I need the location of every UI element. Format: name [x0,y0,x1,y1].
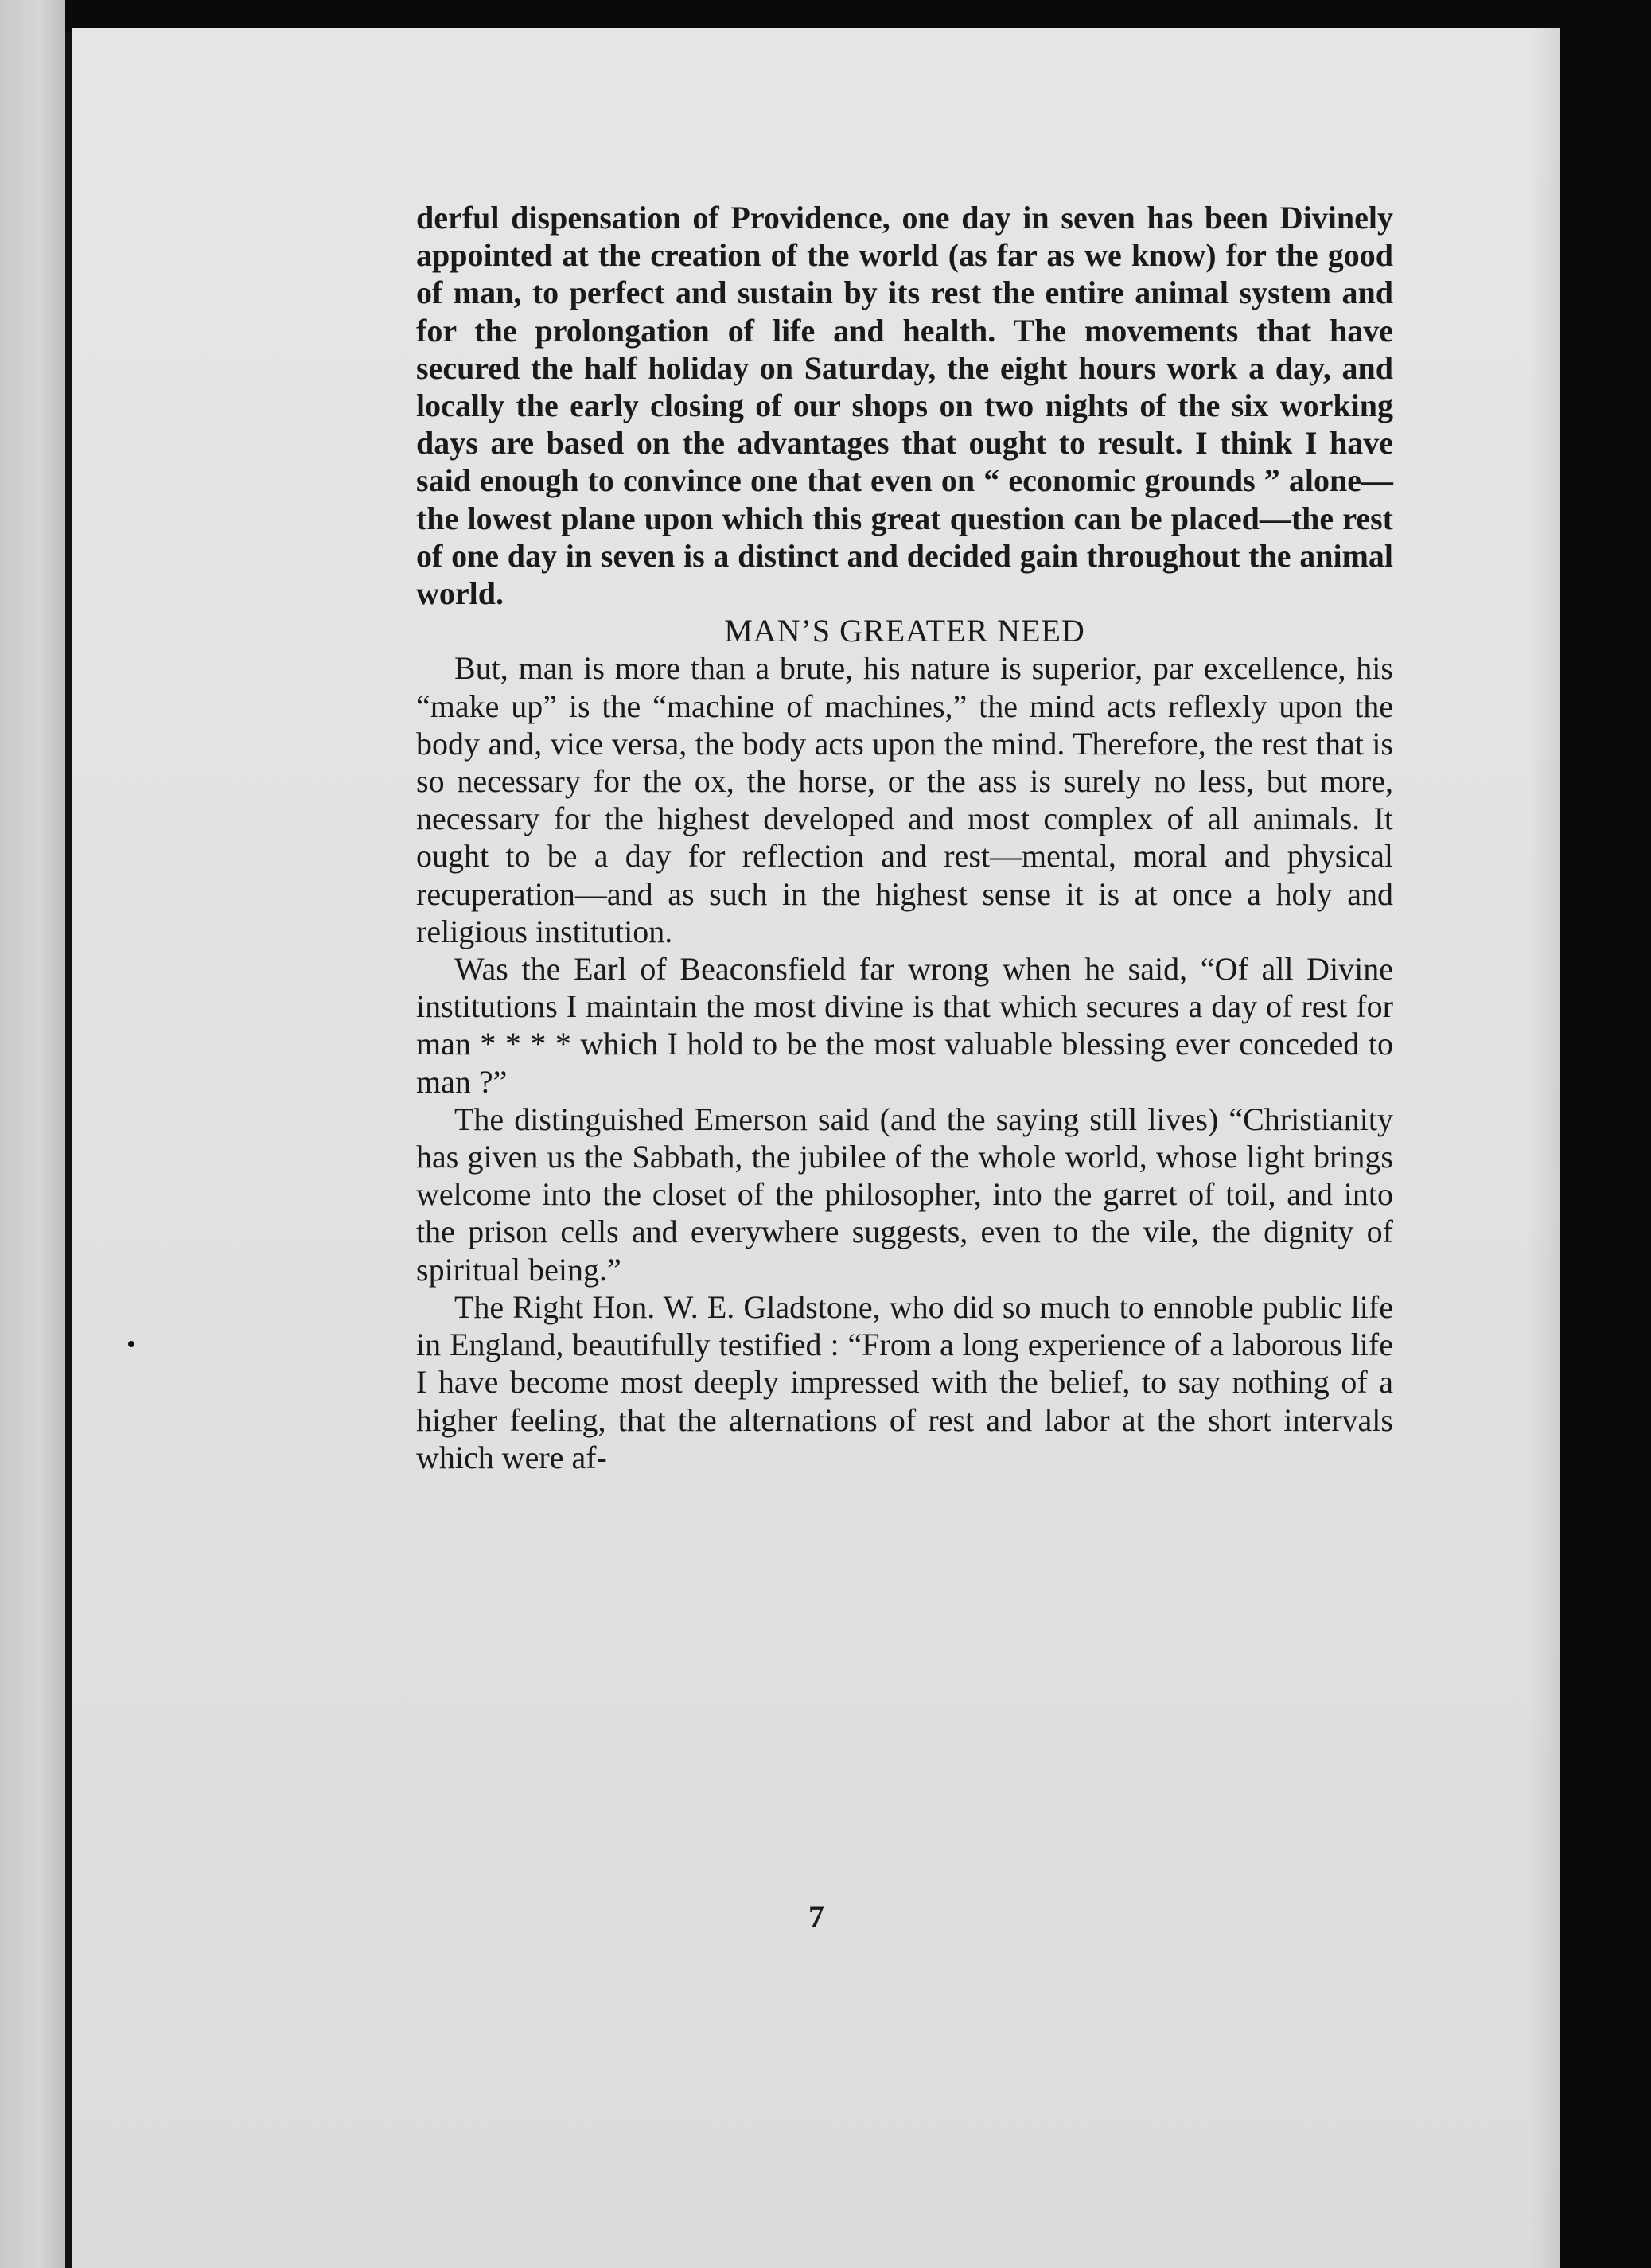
text-block [416,199,1393,1476]
ink-speck [128,1341,134,1347]
paragraph-emerson: The distinguished Emerson said (and the saying still lives) “Christianity has given us the Sabbath, the jubilee of the whole world, whose light brings welcome into the closet of the philosopher, into the garret of toil, and into the prison cells and everywhere suggests, even to the vile, the dignity of spiritual being.” [416,1101,1393,1288]
book-spine-line [65,32,72,2268]
paragraph-mans-nature: But, man is more than a brute, his nature is superior, par excellence, his “make up” is the “machine of machines,” the mind acts reflexly upon the body and, vice versa, the body acts upon the mind. Therefore, the rest that is so necessary for the ox, the horse, or the ass is surely no less, but more, necessary for the highest developed and most complex of all animals. It ought to be a day for reflection and rest—mental, moral and physical recuperation—and as such in the highest sense it is at once a holy and religious institution. [416,650,1393,949]
paragraph-gladstone: The Right Hon. W. E. Gladstone, who did so much to ennoble public life in England, beautifully testified : “From a long experience of a laborous life I have become most deeply impressed with the belief, to say nothing of a higher feeling, that the alternations of rest and labor at the short intervals which were af- [416,1288,1393,1475]
section-heading: MAN’S GREATER NEED [724,613,1085,649]
continuation-paragraph: derful dispensation of Providence, one day in seven has been Divinely appointed at the creation of the world (as far as we know) for the good of man, to perfect and sustain by its rest the entire animal system and for the prolongation of life and health. The movements that have secured the half holiday on Saturday, the eight hours work a day, and locally the early closing of our shops on two nights of the six working days are based on the advantages that ought to result. I think I have said enough to convince one that even on “ economic grounds ” alone—the lowest plane upon which this great question can be placed—the rest of one day in seven is a distinct and decided gain throughout the animal world. [416,200,1393,612]
left-margin-strip [0,0,65,2268]
paragraph-beaconsfield: Was the Earl of Beaconsfield far wrong when he said, “Of all Divine institutions I maintain the most divine is that which secures a day of rest for man * * * * which I hold to be the most valuable blessing ever conceded to man ?” [416,951,1393,1100]
book-page [72,28,1560,2268]
page-number: 7 [808,1899,824,1935]
